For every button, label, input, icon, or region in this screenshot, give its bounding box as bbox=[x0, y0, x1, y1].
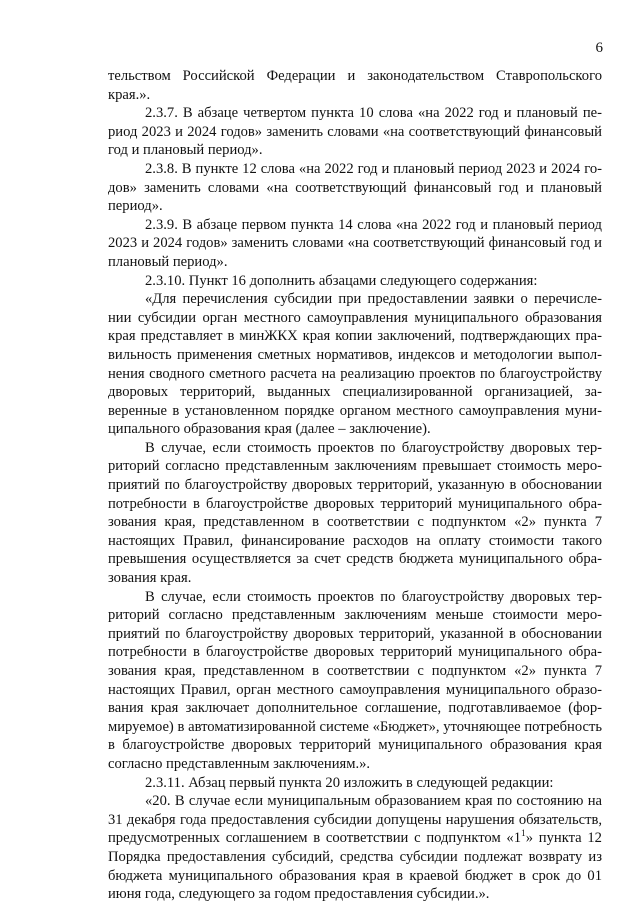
quoted-paragraph-subsidy-transfer: «Для перечисления субсидии при предоставлении заявки о перечислении субсидии орган местного самоуправления муниципального образования края представляет в минЖКХ края копии заключений, подтверждающих правильность применения сметных нормативов, индексов и методологии выполнения сводного сметного расчета на реализацию проектов по благоустройству дворовых территорий, выданных специализированной организацией, заверенные в установленном порядке органом местного самоуправления муниципального образования края (далее – заключение). bbox=[108, 291, 602, 438]
paragraph-2-3-7: 2.3.7. В абзаце четвертом пункта 10 слова «на 2022 год и плановый период 2023 и 2024 годов» заменить словами «на соответствующий финансовый год и плановый период». bbox=[108, 105, 602, 159]
paragraph-2-3-11: 2.3.11. Абзац первый пункта 20 изложить в следующей редакции: bbox=[145, 774, 554, 791]
quoted-paragraph-cost-less: В случае, если стоимость проектов по благоустройству дворовых территорий согласно представленным заключениям меньше стоимости мероприятий по благоустройству дворовых территорий, указанной в обосновании потребности в благоустройстве дворовых территорий муниципального образования края, представленном в соответствии с подпунктом «2» пункта 7 настоящих Правил, орган местного самоуправления муниципального образования края заключает дополнительное соглашение, подготавливаемое (формируемое) в автоматизированной системе «Бюджет», уточняющее потребность в благоустройстве дворовых территорий муниципального образования края согласно представленным заключениям.». bbox=[108, 588, 602, 772]
quoted-paragraph-20 bbox=[108, 792, 602, 904]
paragraph-20-text-after: » пункта 12 Порядка предоставления субсидий, средства субсидии подлежат возврату из бюджета муниципального образования края в краевой бюджет в срок до 01 июня года, следующего за годом предоставления субсидии.». bbox=[108, 830, 602, 903]
superscript-marker: 1 bbox=[521, 829, 526, 840]
paragraph-2-3-8: 2.3.8. В пункте 12 слова «на 2022 год и плановый период 2023 и 2024 годов» заменить словами «на соответствующий финансовый год и плановый период». bbox=[108, 160, 602, 215]
quoted-paragraph-cost-exceeds: В случае, если стоимость проектов по благоустройству дворовых территорий согласно представленным заключениям превышает стоимость мероприятий по благоустройству дворовых территорий, указанную в обосновании потребности в благоустройстве дворовых территорий муниципального образования края, представленном в соответствии с подпунктом «2» пункта 7 настоящих Правил, финансирование расходов на оплату стоимости такого превышения осуществляется за счет средств бюджета муниципального образования края. bbox=[108, 439, 602, 587]
paragraph-2-3-10: 2.3.10. Пункт 16 дополнить абзацами следующего содержания: bbox=[145, 272, 538, 289]
page-number: 6 bbox=[595, 40, 603, 56]
paragraph-continuation: тельством Российской Федерации и законодательством Ставропольского края.». bbox=[108, 68, 602, 103]
document-body bbox=[108, 67, 602, 904]
paragraph-20-text-before: «20. В случае если муниципальным образованием края по состоянию на 31 декабря года предоставления субсидии допущены нарушения обязательств, предусмотренных соглашением в соответствии с подпунктом «1 bbox=[108, 793, 602, 847]
paragraph-2-3-9: 2.3.9. В абзаце первом пункта 14 слова «на 2022 год и плановый период 2023 и 2024 годов» заменить словами «на соответствующий финансовый год и плановый период». bbox=[108, 216, 602, 270]
